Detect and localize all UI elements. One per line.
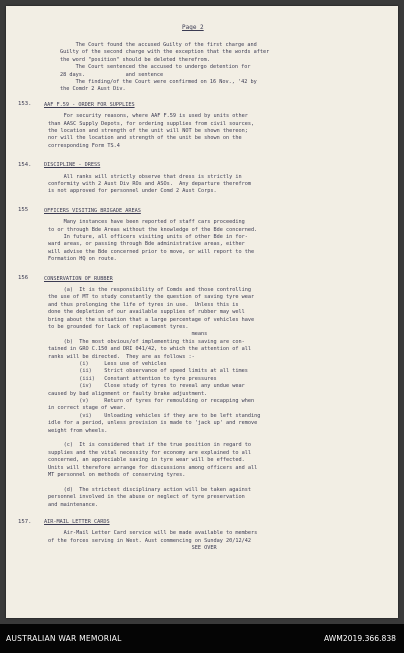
section-body-line: to or through Bde Areas without the knowledge of the Bde concerned. bbox=[48, 226, 258, 233]
section-number: 153. bbox=[18, 101, 32, 108]
section-body-line: (b) The most obvious/of implementing this saving are con- bbox=[48, 338, 245, 345]
section-body-line: Many instances have been reported of staff cars proceeding bbox=[48, 219, 245, 226]
intro-line: The Court sentenced the accused to undergo detention for bbox=[60, 64, 251, 71]
section-number: 155 bbox=[18, 207, 29, 214]
section-body-line: MT personnel on methods of conserving tyres. bbox=[48, 472, 186, 478]
section-body-line: nor will the location and strength of the unit be shown on the bbox=[48, 135, 242, 142]
section-body-line: the use of MT to study constantly the question of saving tyre wear bbox=[48, 294, 255, 301]
section-body-line: (ii) Strict observance of speed limits at all times bbox=[48, 368, 248, 375]
section-body-line: the location and strength of the unit will NOT be shown thereon; bbox=[48, 128, 248, 134]
section-body-line: ranks will be directed. They are as follows :- bbox=[48, 353, 195, 360]
section-body-line: ward areas, or passing through Bde administrative areas, either bbox=[48, 241, 245, 248]
section-number: 157. bbox=[18, 518, 32, 525]
intro-line: The Court found the accused Guilty of the first charge and bbox=[60, 42, 257, 48]
section-body-line: concerned, an appreciable saving in tyre wear will be effected. bbox=[48, 457, 245, 464]
footer-accession-number: AWM2019.366.838 bbox=[324, 634, 396, 643]
section-body-line: (i) Less use of vehicles bbox=[48, 361, 167, 367]
section-body-line: (c) It is considered that if the true position in regard to bbox=[48, 442, 252, 449]
section-heading: DISCIPLINE - DRESS bbox=[44, 162, 101, 169]
section-body-line: (a) It is the responsibility of Comds and those controlling bbox=[48, 287, 252, 293]
section-heading: AAF F.59 - ORDER FOR SUPPLIES bbox=[44, 101, 135, 108]
intro-line: The finding/of the Court were confirmed on 16 Nov., '42 by bbox=[60, 79, 257, 85]
section-body-line: (iii) Constant attention to tyre pressures bbox=[48, 375, 217, 382]
section-body-line: (v) Return of tyres for remoulding or recapping when bbox=[48, 398, 255, 404]
section-body-line: than AASC Supply Depots, for ordering supplies from civil sources, bbox=[48, 120, 255, 127]
section-body-line: (vi) Unloading vehicles if they are to be left standing bbox=[48, 412, 261, 419]
section-body-line: For security reasons, where AAF F.59 is used by units other bbox=[48, 113, 248, 120]
section-body-line: bring about the situation that a large percentage of vehicles have bbox=[48, 316, 255, 323]
section-number: 156 bbox=[18, 275, 29, 282]
intro-line: the word "position" should be deleted therefrom. bbox=[60, 56, 210, 63]
section-body-line: supplies and the vital necessity for economy are explained to all bbox=[48, 449, 252, 456]
section-body-line: in correct stage of wear. bbox=[48, 405, 127, 412]
section-body-line: will advise the Bde concerned prior to move, or will report to the bbox=[48, 248, 255, 255]
page-title: Page 2 bbox=[182, 24, 204, 31]
section-body-line: tained in GRO C.150 and DRI 041/42, to which the attention of all bbox=[48, 346, 252, 353]
section-heading: CONSERVATION OF RUBBER bbox=[44, 275, 113, 282]
section-body-line: and maintenance. bbox=[48, 501, 98, 508]
section-body-line: caused by bad alignment or faulty brake adjustment. bbox=[48, 390, 208, 397]
section-body-line: is not approved for personnel under Comd 2 Aust Corps. bbox=[48, 188, 217, 195]
section-number: 154. bbox=[18, 161, 32, 168]
section-body-line: Air-Mail Letter Card service will be made available to members bbox=[48, 530, 258, 537]
intro-line: 28 days. and sentence bbox=[60, 71, 164, 78]
section-body-line: to be grounded for lack of replacement tyres. bbox=[48, 324, 189, 330]
intro-line: Guilty of the second charge with the exception that the words after bbox=[60, 49, 270, 56]
section-body-line: Formation HQ on route. bbox=[48, 256, 117, 263]
section-body-line: of the forces serving in West. Aust commencing on Sunday 20/12/42 bbox=[48, 537, 252, 544]
section-body-line: means bbox=[48, 331, 208, 338]
section-body-line: SEE OVER bbox=[48, 545, 217, 552]
section-body-line: All ranks will strictly observe that dress is strictly in bbox=[48, 173, 242, 180]
document-page bbox=[6, 6, 398, 618]
section-body-line: conformity with 2 Aust Div ROs and ASOs. Any departure therefrom bbox=[48, 181, 252, 187]
section-body-line: In future, all officers visiting units of other Bde in for- bbox=[48, 234, 248, 240]
section-heading: OFFICERS VISITING BRIGADE AREAS bbox=[44, 207, 141, 214]
intro-line: the Comdr 2 Aust Div. bbox=[60, 86, 126, 93]
section-body-line: (d) The strictest disciplinary action will be taken against bbox=[48, 486, 252, 493]
section-body-line: corresponding Form TS.4 bbox=[48, 142, 120, 149]
section-body-line: idle for a period, unless provision is made to 'jack up' and remove bbox=[48, 420, 258, 427]
section-heading: AIR-MAIL LETTER CARDS bbox=[44, 519, 110, 525]
section-body-line: personnel involved in the abuse or neglect of tyre preservation bbox=[48, 494, 245, 501]
section-body-line: Units will therefore arrange for discussions among officers and all bbox=[48, 464, 258, 471]
section-body-line: done the depletion of our available supplies of rubber may well bbox=[48, 309, 245, 316]
section-body-line: and thus prolonging the life of tyres in use. Unless this is bbox=[48, 301, 239, 308]
footer-institution: AUSTRALIAN WAR MEMORIAL bbox=[6, 634, 122, 643]
section-body-line: weight from wheels. bbox=[48, 427, 108, 434]
section-body-line: (iv) Close study of tyres to reveal any undue wear bbox=[48, 383, 245, 390]
archive-footer bbox=[0, 624, 404, 653]
